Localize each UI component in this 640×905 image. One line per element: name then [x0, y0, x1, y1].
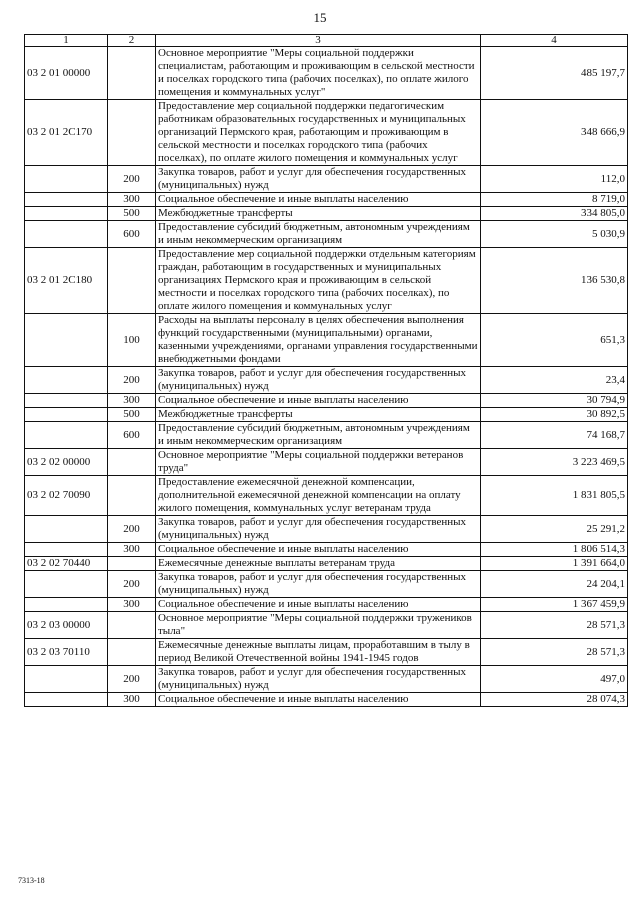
row-sum: 651,3	[481, 314, 628, 367]
row-expense-type: 300	[108, 193, 156, 207]
row-sum: 74 168,7	[481, 422, 628, 449]
row-code: 03 2 02 70090	[25, 476, 108, 516]
row-name: Социальное обеспечение и иные выплаты населению	[156, 394, 481, 408]
row-sum: 30 794,9	[481, 394, 628, 408]
budget-table	[24, 34, 628, 707]
row-name: Расходы на выплаты персоналу в целях обеспечения выполнения функций государственными (муниципальными) органами, казенными учреждениями, органами управления государственными внебюджетными фондами	[156, 314, 481, 367]
row-code	[25, 394, 108, 408]
row-expense-type: 300	[108, 543, 156, 557]
row-expense-type: 300	[108, 693, 156, 707]
row-code	[25, 221, 108, 248]
row-expense-type: 200	[108, 367, 156, 394]
row-name: Основное мероприятие "Меры социальной поддержки специалистам, работающим и проживающим в сельской местности и поселках городского типа (рабочих поселках), по оплате жилого помещения и коммунальных услуг"	[156, 47, 481, 100]
row-sum: 8 719,0	[481, 193, 628, 207]
row-name: Межбюджетные трансферты	[156, 207, 481, 221]
table-row	[25, 193, 628, 207]
header-col-name: 3	[156, 35, 481, 47]
table-row	[25, 476, 628, 516]
table-row	[25, 666, 628, 693]
table-row	[25, 207, 628, 221]
row-name: Закупка товаров, работ и услуг для обеспечения государственных (муниципальных) нужд	[156, 571, 481, 598]
row-code	[25, 693, 108, 707]
table-row	[25, 248, 628, 314]
row-sum: 1 806 514,3	[481, 543, 628, 557]
row-expense-type: 300	[108, 394, 156, 408]
row-name: Закупка товаров, работ и услуг для обеспечения государственных (муниципальных) нужд	[156, 367, 481, 394]
header-col-code: 1	[25, 35, 108, 47]
row-expense-type	[108, 612, 156, 639]
table-row	[25, 693, 628, 707]
page-number: 15	[313, 10, 327, 25]
row-name: Межбюджетные трансферты	[156, 408, 481, 422]
row-code	[25, 598, 108, 612]
row-sum: 334 805,0	[481, 207, 628, 221]
row-code: 03 2 03 70110	[25, 639, 108, 666]
row-expense-type	[108, 476, 156, 516]
row-sum: 28 571,3	[481, 639, 628, 666]
row-name: Закупка товаров, работ и услуг для обеспечения государственных (муниципальных) нужд	[156, 166, 481, 193]
header-col-sum: 4	[481, 35, 628, 47]
table-header-row	[25, 35, 628, 47]
row-expense-type: 200	[108, 666, 156, 693]
table-row	[25, 557, 628, 571]
row-name: Основное мероприятие "Меры социальной поддержки ветеранов труда"	[156, 449, 481, 476]
table-row	[25, 449, 628, 476]
row-sum: 1 391 664,0	[481, 557, 628, 571]
table-row	[25, 47, 628, 100]
row-name: Предоставление мер социальной поддержки педагогическим работникам образовательных государственных и муниципальных организаций Пермского края, работающим и проживающим в сельской местности и поселках городского типа (рабочих поселках), по оплате жилого помещения и коммунальных услуг	[156, 100, 481, 166]
table-row	[25, 408, 628, 422]
row-name: Ежемесячные денежные выплаты лицам, проработавшим в тылу в период Великой Отечественной войны 1941-1945 годов	[156, 639, 481, 666]
row-code: 03 2 01 2С180	[25, 248, 108, 314]
row-name: Предоставление мер социальной поддержки отдельным категориям граждан, работающим в государственных и муниципальных организациях Пермского края и проживающим в сельской местности и поселках городского типа (рабочих поселках), по оплате жилого помещения и коммунальных услуг	[156, 248, 481, 314]
row-code	[25, 516, 108, 543]
row-name: Ежемесячные денежные выплаты ветеранам труда	[156, 557, 481, 571]
row-code	[25, 422, 108, 449]
row-sum: 1 367 459,9	[481, 598, 628, 612]
row-sum: 28 074,3	[481, 693, 628, 707]
table-row	[25, 100, 628, 166]
row-code	[25, 543, 108, 557]
table-row	[25, 314, 628, 367]
row-name: Социальное обеспечение и иные выплаты населению	[156, 693, 481, 707]
table-row	[25, 516, 628, 543]
row-code	[25, 666, 108, 693]
row-expense-type	[108, 248, 156, 314]
row-expense-type	[108, 47, 156, 100]
row-name: Предоставление ежемесячной денежной компенсации, дополнительной ежемесячной денежной компенсации на оплату жилого помещения, коммунальных услуг ветеранам труда	[156, 476, 481, 516]
header-col-type: 2	[108, 35, 156, 47]
row-sum: 28 571,3	[481, 612, 628, 639]
row-expense-type	[108, 639, 156, 666]
table-row	[25, 639, 628, 666]
row-sum: 30 892,5	[481, 408, 628, 422]
row-expense-type: 500	[108, 207, 156, 221]
row-sum: 5 030,9	[481, 221, 628, 248]
row-code	[25, 367, 108, 394]
row-name: Социальное обеспечение и иные выплаты населению	[156, 193, 481, 207]
table-row	[25, 166, 628, 193]
row-expense-type: 600	[108, 221, 156, 248]
row-expense-type	[108, 100, 156, 166]
row-sum: 25 291,2	[481, 516, 628, 543]
row-expense-type: 600	[108, 422, 156, 449]
row-expense-type: 500	[108, 408, 156, 422]
row-sum: 497,0	[481, 666, 628, 693]
table-row	[25, 394, 628, 408]
table-row	[25, 367, 628, 394]
footer-code: 7313-18	[18, 876, 45, 885]
row-sum: 23,4	[481, 367, 628, 394]
row-expense-type	[108, 557, 156, 571]
row-code	[25, 314, 108, 367]
row-sum: 24 204,1	[481, 571, 628, 598]
row-name: Социальное обеспечение и иные выплаты населению	[156, 598, 481, 612]
row-sum: 348 666,9	[481, 100, 628, 166]
row-name: Основное мероприятие "Меры социальной поддержки тружеников тыла"	[156, 612, 481, 639]
row-code: 03 2 03 00000	[25, 612, 108, 639]
row-sum: 485 197,7	[481, 47, 628, 100]
row-expense-type: 200	[108, 166, 156, 193]
table-body	[25, 47, 628, 707]
row-code	[25, 408, 108, 422]
row-expense-type: 100	[108, 314, 156, 367]
table-row	[25, 612, 628, 639]
row-sum: 1 831 805,5	[481, 476, 628, 516]
row-code: 03 2 01 2С170	[25, 100, 108, 166]
row-code: 03 2 02 00000	[25, 449, 108, 476]
row-sum: 112,0	[481, 166, 628, 193]
row-name: Закупка товаров, работ и услуг для обеспечения государственных (муниципальных) нужд	[156, 666, 481, 693]
table-row	[25, 543, 628, 557]
row-name: Предоставление субсидий бюджетным, автономным учреждениям и иным некоммерческим организациям	[156, 221, 481, 248]
row-code	[25, 207, 108, 221]
table-row	[25, 422, 628, 449]
row-expense-type	[108, 449, 156, 476]
row-sum: 136 530,8	[481, 248, 628, 314]
row-name: Предоставление субсидий бюджетным, автономным учреждениям и иным некоммерческим организациям	[156, 422, 481, 449]
row-name: Закупка товаров, работ и услуг для обеспечения государственных (муниципальных) нужд	[156, 516, 481, 543]
row-code: 03 2 01 00000	[25, 47, 108, 100]
row-sum: 3 223 469,5	[481, 449, 628, 476]
row-expense-type: 200	[108, 516, 156, 543]
table-row	[25, 221, 628, 248]
row-name: Социальное обеспечение и иные выплаты населению	[156, 543, 481, 557]
row-code	[25, 193, 108, 207]
row-expense-type: 300	[108, 598, 156, 612]
table-row	[25, 571, 628, 598]
row-code	[25, 166, 108, 193]
row-expense-type: 200	[108, 571, 156, 598]
row-code: 03 2 02 70440	[25, 557, 108, 571]
table-row	[25, 598, 628, 612]
row-code	[25, 571, 108, 598]
